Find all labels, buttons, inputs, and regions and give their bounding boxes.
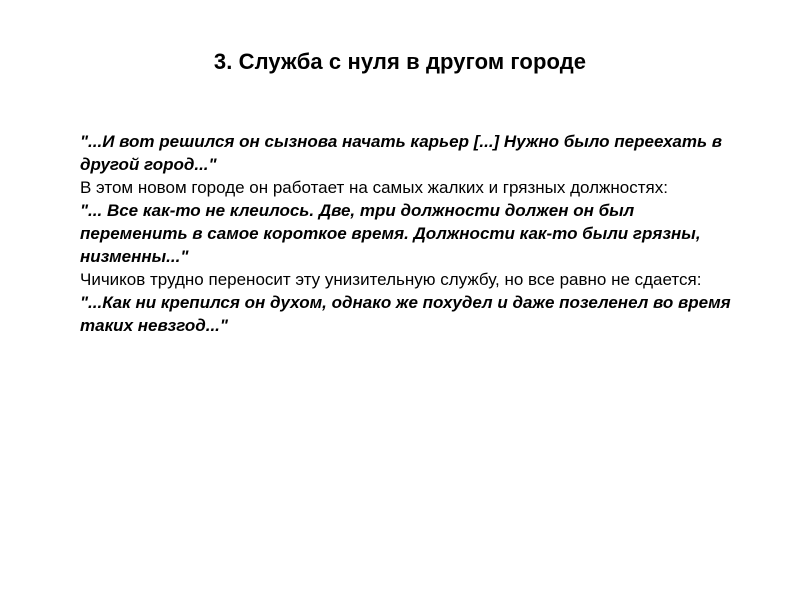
slide-title: 3. Служба с нуля в другом городе <box>213 49 587 74</box>
text-paragraph-new-city: В этом новом городе он работает на самых жалких и грязных должностях: <box>80 178 668 197</box>
text-paragraph-chichikov: Чичиков трудно переносит эту унизительную службу, но все равно не сдается: <box>80 270 702 289</box>
slide-body <box>80 130 740 337</box>
quote-paragraph-career: "...И вот решился он сызнова начать карьер [...] Нужно было переехать в другой город..." <box>80 132 723 174</box>
quote-paragraph-positions: "... Все как-то не клеилось. Две, три должности должен он был переменить в самое короткое время. Должности как-то были грязны, низменны..." <box>80 201 701 266</box>
quote-paragraph-hardships: "...Как ни крепился он духом, однако же похудел и даже позеленел во время таких невзгод..." <box>80 293 731 335</box>
